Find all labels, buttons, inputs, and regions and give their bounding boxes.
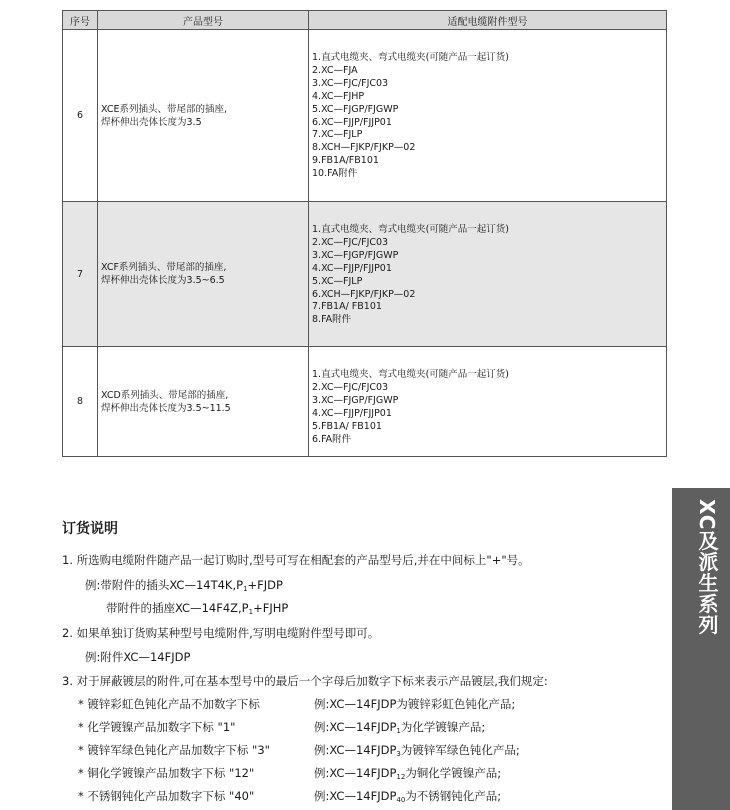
accessory-item: 1.直式电缆夹、弯式电缆夹(可随产品一起订货) <box>312 369 509 380</box>
accessory-item: 4.XC—FJJP/FJJP01 <box>312 407 392 419</box>
accessory-item: 3.XC—FJC/FJC03 <box>312 77 389 89</box>
model-line: 焊杯伸出壳体长度为3.5 <box>101 116 202 128</box>
header-accessory: 适配电缆附件型号 <box>309 11 667 30</box>
series-side-tab <box>672 488 730 810</box>
plating-rule: * 镀锌彩虹色钝化产品不加数字下标 <box>78 697 260 711</box>
notes-item-3: 3. 对于屏蔽镀层的附件,可在基本型号中的最后一个字母后加数字下标来表示产品镀层,我们规定: <box>62 674 548 688</box>
notes-item-1: 1. 所选购电缆附件随产品一起订购时,型号可写在相配套的产品型号后,并在中间标上"+"号。 <box>62 553 530 567</box>
row-model <box>98 347 309 457</box>
accessory-item: 8.FA附件 <box>312 314 352 326</box>
accessory-item: 10.FA附件 <box>312 168 358 180</box>
row-no: 8 <box>63 347 98 457</box>
model-line: 焊杯伸出壳体长度为3.5~6.5 <box>101 275 225 286</box>
row-accessories <box>309 347 667 457</box>
accessory-item: 5.XC—FJGP/FJGWP <box>312 103 399 115</box>
table-row <box>63 347 667 457</box>
row-no: 6 <box>63 30 98 202</box>
plating-example: 例$:XC—14FJDP_1$为化学镀镍产品; <box>314 720 486 735</box>
notes-example-socket: 带附件的插座$XC—14F4Z,P_1+FJHP$ <box>106 601 289 616</box>
notes-example-accessory: 例:附件XC—14FJDP <box>85 650 191 664</box>
row-accessories <box>309 30 667 202</box>
plating-rule: * 不锈钢钝化产品加数字下标 "40" <box>78 789 255 803</box>
header-model: 产品型号 <box>98 11 309 30</box>
model-line: XCE系列插头、带尾部的插座, <box>101 103 227 115</box>
spec-table <box>62 10 667 457</box>
accessory-item: 8.XCH—FJKP/FJKP—02 <box>312 142 416 154</box>
accessory-item: 6.XC—FJJP/FJJP01 <box>312 116 392 128</box>
accessory-item: 1.直式电缆夹、弯式电缆夹(可随产品一起订货) <box>312 52 509 63</box>
accessory-item: 6.FA附件 <box>312 433 352 445</box>
row-no: 7 <box>63 202 98 347</box>
accessory-item: 4.XC—FJHP <box>312 90 365 102</box>
notes-item-2: 2. 如果单独订货购某种型号电缆附件,写明电缆附件型号即可。 <box>62 626 380 640</box>
plating-example: 例:XC—14FJDP为镀锌彩虹色钝化产品; <box>314 697 516 711</box>
series-side-label: XC及派生系列 <box>695 499 719 636</box>
plating-example: 例$:XC—14FJDP_3$为镀锌军绿色钝化产品; <box>314 743 520 758</box>
accessory-item: 4.XC—FJJP/FJJP01 <box>312 262 392 274</box>
header-no: 序号 <box>63 11 98 30</box>
accessory-item: 7.FB1A/ FB101 <box>312 301 382 313</box>
accessory-item: 2.XC—FJC/FJC03 <box>312 381 389 393</box>
model-line: 焊杯伸出壳体长度为3.5~11.5 <box>101 402 231 414</box>
accessory-item: 9.FB1A/FB101 <box>312 155 379 167</box>
accessory-item: 1.直式电缆夹、弯式电缆夹(可随产品一起订货) <box>312 224 509 235</box>
table-row <box>63 30 667 202</box>
model-line: XCD系列插头、带尾部的插座, <box>101 389 229 401</box>
model-line: XCF系列插头、带尾部的插座, <box>101 262 227 273</box>
plating-example: 例$:XC—14FJDP_{40}$为不锈钢钝化产品; <box>314 789 502 804</box>
table-header-row <box>63 11 667 30</box>
row-model <box>98 30 309 202</box>
accessory-item: 2.XC—FJA <box>312 64 358 76</box>
plating-rule: * 镀锌军绿色钝化产品加数字下标 "3" <box>78 743 270 757</box>
accessory-item: 2.XC—FJC/FJC03 <box>312 236 389 248</box>
row-model <box>98 202 309 347</box>
table-row <box>63 202 667 347</box>
accessory-item: 3.XC—FJGP/FJGWP <box>312 249 399 261</box>
accessory-item: 5.XC—FJLP <box>312 275 363 287</box>
accessory-item: 7.XC—FJLP <box>312 129 363 141</box>
accessory-item: 6.XCH—FJKP/FJKP—02 <box>312 288 416 300</box>
notes-heading: 订货说明 <box>62 521 118 537</box>
plating-example: 例$:XC—14FJDP_{12}$为铜化学镀镍产品; <box>314 766 502 781</box>
row-accessories <box>309 202 667 347</box>
accessory-item: 3.XC—FJGP/FJGWP <box>312 394 399 406</box>
plating-rule: * 铜化学镀镍产品加数字下标 "12" <box>78 766 255 780</box>
accessory-item: 5.FB1A/ FB101 <box>312 420 382 432</box>
notes-example-plug: 例:带附件的插头$XC—14T4K,P_1+FJDP$ <box>85 578 283 593</box>
plating-rule: * 化学镀镍产品加数字下标 "1" <box>78 720 236 734</box>
